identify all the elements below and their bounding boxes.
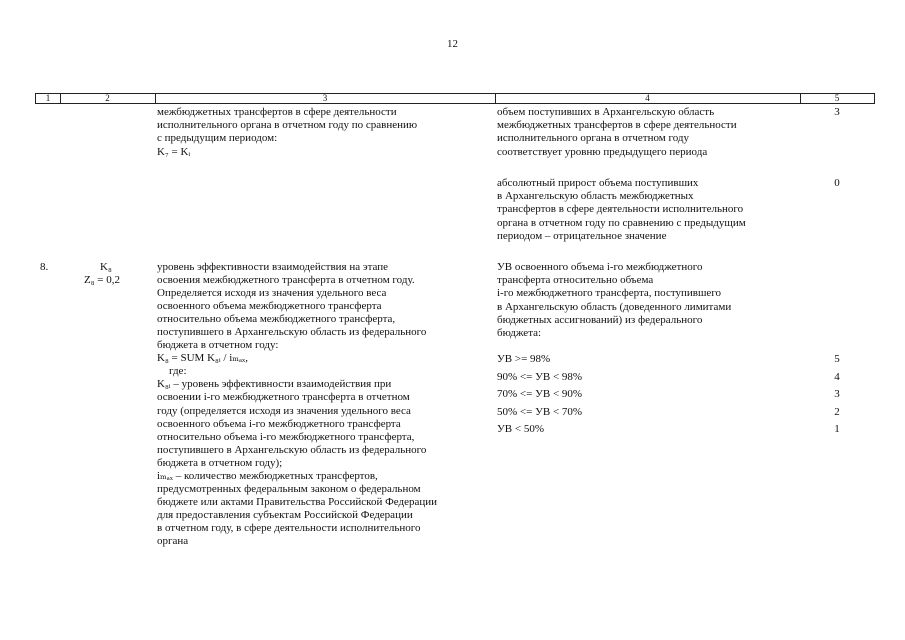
row8-weight: Z₈ = 0,2 xyxy=(84,274,121,286)
cont-score-a: 3 xyxy=(834,106,840,118)
cont-col4-text-a: объем поступивших в Архангельскую область межбюджетных трансфертов в сфере деятельности исполнительного органа в отчетном году соответствует уровню предыдущего периода xyxy=(497,106,737,158)
row8-scale-scores xyxy=(827,351,847,439)
header-col-1: 1 xyxy=(45,93,51,103)
scale-condition: УВ >= 98% xyxy=(497,353,551,365)
row8-col4-text: УВ освоенного объема i-го межбюджетного трансферта относительно объема i-го межбюджетного трансферта, поступившего в Архангельскую область (доведенного лимитами бюджетных ассигнований) из федерального бюджета: xyxy=(497,261,732,340)
row8-number: 8. xyxy=(40,261,49,273)
scale-score: 4 xyxy=(834,370,840,383)
scale-condition: 50% <= УВ < 70% xyxy=(497,405,583,418)
scale-condition: 90% <= УВ < 98% xyxy=(497,370,583,383)
scale-score: 1 xyxy=(834,423,840,435)
header-col-5: 5 xyxy=(834,93,840,103)
cont-col3-text: межбюджетных трансфертов в сфере деятельности исполнительного органа в отчетном году по сравнению с предыдущим периодом: K₇ = Kᵢ xyxy=(157,106,418,158)
page-number: 12 xyxy=(447,38,458,50)
scale-condition: УВ < 50% xyxy=(497,423,544,435)
formula-k7: K₇ = Kᵢ xyxy=(157,145,191,158)
scale-score: 2 xyxy=(834,405,840,418)
header-col-3: 3 xyxy=(322,93,328,103)
row8-scale-conditions xyxy=(497,351,582,439)
scale-score: 3 xyxy=(834,388,840,400)
scale-condition: 70% <= УВ < 90% xyxy=(497,388,583,400)
row8-code: K₈ xyxy=(100,261,112,273)
header-col-4: 4 xyxy=(645,93,650,103)
table-header-row xyxy=(35,93,875,104)
row8-col3-text: уровень эффективности взаимодействия на этапе освоения межбюджетного трансферта в отчетном году. Определяется исходя из значения удельного веса освоенного объема межбюджетного трансферта относительно объема межбюджетного трансферта, поступившего в Архангельскую область из федерального бюджета в отчетном году: K₈ = SUM K₈ᵢ / iₘₐₓ, где: K₈ᵢ – уровень эффективности взаимодействия при освоении i-го межбюджетного трансферта в отчетном году (определяется исходя из значения удельного веса освоенного объема i-го межбюджетного трансферта относительно объема i-го межбюджетного трансферта, поступившего в Архангельскую область из федерального бюджета в отчетном году); iₘₐₓ – количество межбюджетных трансфертов, предусмотренных федеральным законом о федеральном бюджете или актами Правительства Российской Федерации для предоставления субъектам Российской Федерации в отчетном году, в сфере деятельности исполнительного органа xyxy=(157,261,438,547)
cont-score-b: 0 xyxy=(834,177,840,189)
scale-score: 5 xyxy=(834,353,840,365)
header-col-2: 2 xyxy=(105,93,110,103)
formula-k8: K₈ = SUM K₈ᵢ / iₘₐₓ, xyxy=(157,352,248,365)
cont-col4-text-b: абсолютный прирост объема поступивших в Архангельскую область межбюджетных трансфертов в сфере деятельности исполнительного органа в отчетном году по сравнению с предыдущим периодом – отрицательное значение xyxy=(497,177,746,242)
